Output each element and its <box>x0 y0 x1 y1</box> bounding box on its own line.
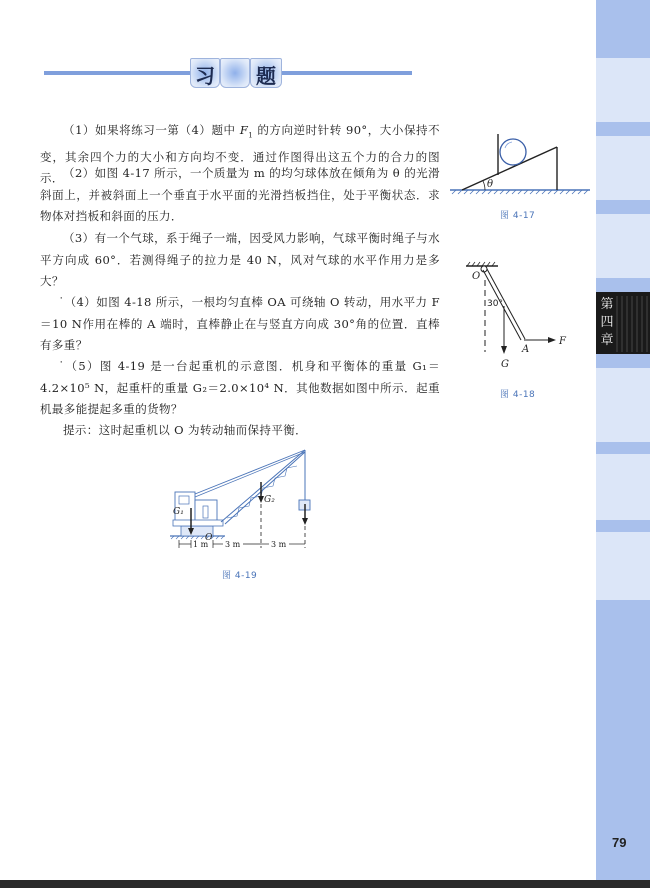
exercise-5 <box>40 356 440 421</box>
exercise-number: （5） <box>65 359 100 373</box>
sidebar-band <box>596 354 650 368</box>
exercise-text: 有一个气球，系于绳子一端，因受风力影响，气球平衡时绳子与水平方向成 60°．若测得绳子的拉力是 40 N，风对气球的水平作用力是多大？ <box>40 231 440 288</box>
variable-F: F <box>239 123 249 137</box>
title-char: 题 <box>256 64 276 88</box>
angle-label: θ <box>487 179 494 190</box>
dimension-label: 3 m <box>225 540 241 549</box>
figure-4-19-diagram <box>165 442 325 557</box>
exercise-2 <box>40 163 440 228</box>
bottom-edge <box>0 880 650 888</box>
chapter-char: 第 <box>600 297 614 312</box>
exercise-number: （4） <box>64 295 97 309</box>
sidebar-band <box>596 0 650 58</box>
end-label: A <box>522 344 530 355</box>
title-tile-ornament <box>220 58 250 88</box>
chapter-tab-decoration <box>616 296 648 352</box>
g2-label: G₂ <box>264 495 275 505</box>
chapter-tab-label <box>599 296 615 350</box>
force-label: F <box>559 336 566 347</box>
figure-4-19-caption: 图 4-19 <box>222 571 258 581</box>
chapter-char: 章 <box>600 333 614 348</box>
sidebar-band <box>596 520 650 532</box>
exercise-text: 如图 4-18 所示，一根均匀直棒 OA 可绕轴 O 转动，用水平力 F＝10 N作用在棒的 A 端时，直棒静止在与竖直方向成 30°角的位置．直棒有多重？ <box>40 295 440 352</box>
exercise-text: 的方向逆时针转 90°，大小保持不变，其余四个力的大小和方向均不变．通过作图得出这五个力的合力的图示． <box>40 123 440 186</box>
exercise-number: （1） <box>63 123 96 137</box>
figure-4-17-caption: 图 4-17 <box>500 211 536 221</box>
subscript: 1 <box>248 131 254 140</box>
title-char: 习 <box>195 64 215 88</box>
chapter-tab[interactable] <box>596 292 650 354</box>
exercise-number: （3） <box>63 231 95 245</box>
star-marker: ˙ <box>58 295 65 309</box>
figure-4-17-diagram <box>450 120 590 195</box>
pivot-label: O <box>205 533 213 543</box>
sidebar-band <box>596 200 650 214</box>
hint: 提示：这时起重机以 O 为转动轴而保持平衡． <box>63 423 308 437</box>
angle-label: 30° <box>487 299 503 309</box>
dimension-label: 3 m <box>271 540 287 549</box>
weight-label: G <box>501 359 509 370</box>
exercise-text: 如图 4-17 所示，一个质量为 m 的均匀球体放在倾角为 θ 的光滑斜面上，并被斜面上一个垂直于水平面的光滑挡板挡住，处于平衡状态．求物体对挡板和斜面的压力． <box>40 166 440 223</box>
star-marker: ˙ <box>58 359 66 373</box>
g1-label: G₁ <box>173 507 184 517</box>
exercise-text: 如果将练习一第（4）题中 <box>95 123 240 137</box>
exercise-4 <box>40 292 440 357</box>
dimension-label: 1 m <box>193 540 209 549</box>
figure-4-18-diagram <box>460 260 570 375</box>
sidebar-band <box>596 278 650 292</box>
sidebar-band <box>596 442 650 454</box>
exercise-text: 图 4-19 是一台起重机的示意图．机身和平衡体的重量 G₁＝4.2×10⁵ N，起重杆的重量 G₂＝2.0×10⁴ N．其他数据如图中所示．起重机最多能提起多重的货物？ <box>40 359 440 416</box>
figure-4-18-caption: 图 4-18 <box>500 390 536 400</box>
sidebar-band <box>596 122 650 136</box>
exercise-3 <box>40 228 440 293</box>
page-number: 79 <box>612 835 627 850</box>
exercise-number: （2） <box>63 166 95 180</box>
chapter-sidebar-strip <box>596 0 650 880</box>
pivot-label: O <box>472 271 481 282</box>
chapter-char: 四 <box>600 315 614 330</box>
